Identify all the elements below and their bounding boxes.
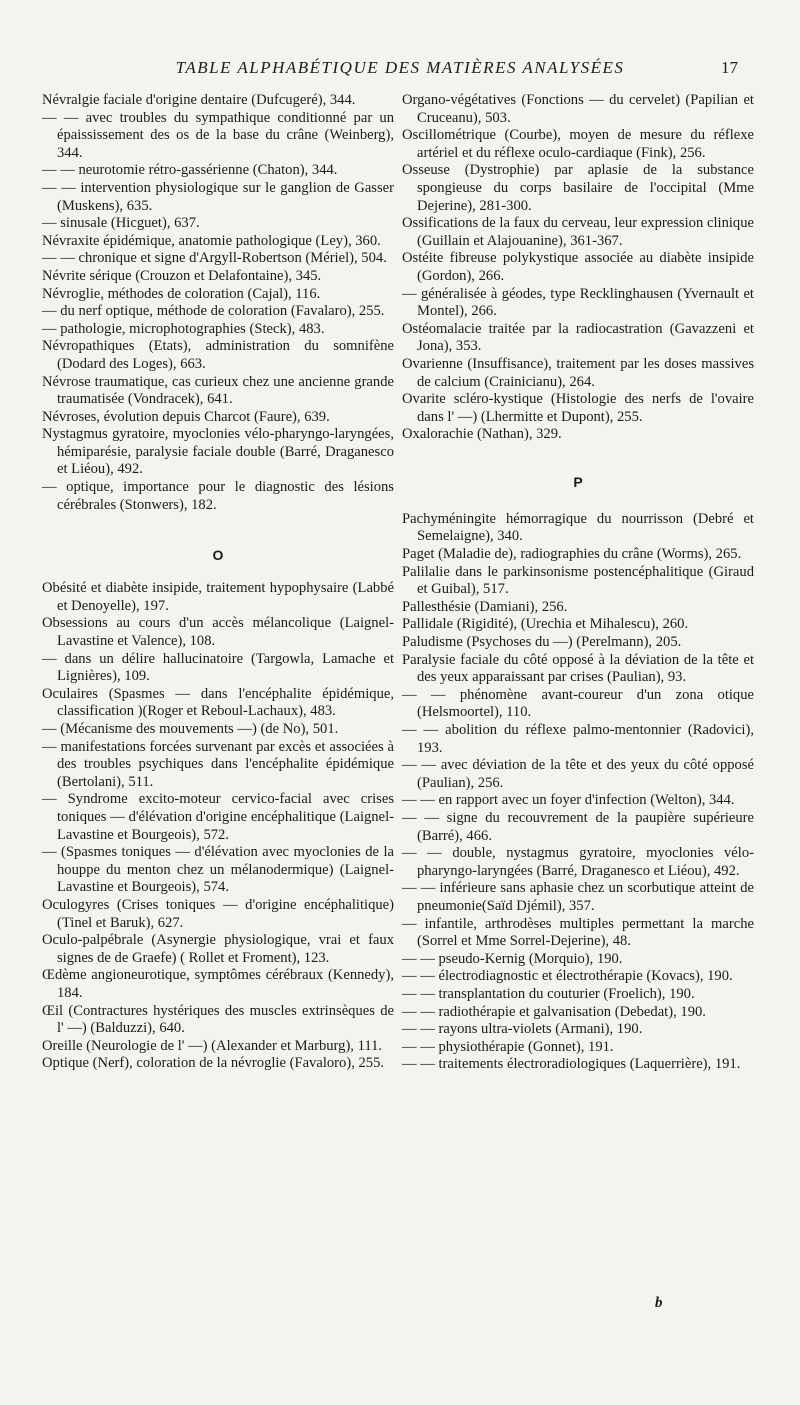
index-entry: — — avec déviation de la tête et des yeux du côté opposé (Paulian), 256.	[402, 757, 754, 791]
index-entry: — — abolition du réflexe palmo-mentonnier (Radovici), 193.	[402, 722, 754, 756]
left-column	[42, 92, 394, 1073]
index-entry: Névrite sérique (Crouzon et Delafontaine), 345.	[42, 267, 322, 284]
index-entry: — — transplantation du couturier (Froelich), 190.	[402, 985, 695, 1002]
index-entry: Névrose traumatique, cas curieux chez une ancienne grande traumatisée (Vondracek), 641.	[42, 373, 394, 408]
index-entry: Ossifications de la faux du cerveau, leur expression clinique (Guillain et Alajouanine), 361-367.	[402, 215, 754, 249]
index-entry: Ovarienne (Insuffisance), traitement par les doses massives de calcium (Crainicianu), 264.	[402, 355, 754, 390]
index-entry: Œdème angioneurotique, symptômes cérébraux (Kennedy), 184.	[42, 967, 394, 1001]
index-entry: Obésité et diabète insipide, traitement hypophysaire (Labbé et Denoyelle), 197.	[42, 580, 394, 614]
index-entry: — sinusale (Hicguet), 637.	[42, 215, 200, 232]
right-column	[402, 92, 754, 1074]
index-entry: — optique, importance pour le diagnostic des lésions cérébrales (Stonwers), 182.	[42, 479, 394, 513]
index-entry: Optique (Nerf), coloration de la névroglie (Favaloro), 255.	[42, 1055, 385, 1072]
index-entry: Paludisme (Psychoses du —) (Perelmann), 205.	[402, 634, 682, 651]
section-letter-p: P	[573, 473, 583, 490]
index-entry: Ovarite scléro-kystique (Histologie des nerfs de l'ovaire dans l' —) (Lhermitte et Dupont), 255.	[402, 391, 754, 425]
right-entries-p	[402, 511, 754, 1074]
index-entry: Oreille (Neurologie de l' —) (Alexander et Marburg), 111.	[42, 1037, 383, 1054]
index-entry: — — physiothérapie (Gonnet), 191.	[402, 1038, 614, 1055]
index-entry: — — double, nystagmus gyratoire, myoclonies vélo-pharyngo-laryngées (Barré, Draganesco et Liéou), 492.	[402, 845, 754, 879]
index-entry: Œil (Contractures hystériques des muscles extrinsèques de l' —) (Balduzzi), 640.	[42, 1002, 394, 1037]
index-entry: — généralisée à géodes, type Recklinghausen (Yvernault et Montel), 266.	[402, 285, 754, 320]
index-entry: — Syndrome excito-moteur cervico-facial avec crises toniques — d'élévation d'origine encéphalitique (Laignel-Lavastine et Bourgeois), 572.	[42, 791, 394, 843]
index-entry: — — intervention physiologique sur le ganglion de Gasser (Muskens), 635.	[42, 179, 394, 214]
signature-mark: b	[655, 1295, 663, 1311]
index-entry: — — phénomène avant-coureur d'un zona otique (Helsmoortel), 110.	[402, 686, 754, 721]
index-entry: Ostéomalacie traitée par la radiocastration (Gavazzeni et Jona), 353.	[402, 320, 754, 355]
index-entry: Nystagmus gyratoire, myoclonies vélo-pharyngo-laryngées, hémiparésie, paralysie faciale double (Barré, Draganesco et Liéou), 492.	[42, 426, 394, 478]
index-entry: Névropathiques (Etats), administration du somnifène (Dodard des Loges), 663.	[42, 338, 394, 372]
index-entry: — — neurotomie rétro-gassérienne (Chaton), 344.	[42, 162, 338, 179]
index-entry: — (Mécanisme des mouvements —) (de No), 501.	[42, 721, 339, 737]
index-entry: — manifestations forcées survenant par excès et associées à des troubles psychiques dans l'encéphalite épidémique (Bertolani), 511.	[42, 738, 394, 790]
index-entry: — — radiothérapie et galvanisation (Debedat), 190.	[402, 1003, 706, 1020]
index-entry: Pachyméningite hémorragique du nourrisson (Debré et Semelaigne), 340.	[402, 510, 754, 545]
index-entry: Oculo-palpébrale (Asynergie physiologique, vrai et faux signes de de Graefe) ( Rollet et Froment), 123.	[42, 932, 394, 966]
index-entry: — — avec troubles du sympathique conditionné par un épaississement des os de la base du crâne (Weinberg), 344.	[42, 109, 394, 161]
section-letter-o: O	[212, 547, 224, 564]
index-entry: — dans un délire hallucinatoire (Targowla, Lamache et Lignières), 109.	[42, 650, 394, 685]
index-entry: — — pseudo-Kernig (Morquio), 190.	[402, 950, 623, 967]
index-entry: — (Spasmes toniques — d'élévation avec myoclonies de la houppe du menton chez un mélanodermique) (Laignel-Lavastine et Bourgeois), 574.	[42, 844, 394, 896]
index-entry: — du nerf optique, méthode de coloration (Favalaro), 255.	[42, 303, 385, 320]
page-number: 17	[721, 58, 738, 77]
running-head	[0, 58, 800, 82]
index-entry: Organo-végétatives (Fonctions — du cervelet) (Papilian et Cruceanu), 503.	[402, 92, 754, 126]
index-entry: Névroglie, méthodes de coloration (Cajal), 116.	[42, 285, 321, 302]
index-entry: Osseuse (Dystrophie) par aplasie de la substance spongieuse du corps basilaire de l'occipital (Mme Dejerine), 281-300.	[402, 162, 754, 214]
left-entries-o	[42, 580, 394, 1073]
index-entry: Obsessions au cours d'un accès mélancolique (Laignel-Lavastine et Valence), 108.	[42, 615, 394, 650]
index-entry: — — électrodiagnostic et électrothérapie (Kovacs), 190.	[402, 968, 733, 985]
index-entry: — pathologie, microphotographies (Steck), 483.	[42, 320, 325, 337]
index-entry: — — en rapport avec un foyer d'infection (Welton), 344.	[402, 792, 735, 809]
index-entry: Oscillométrique (Courbe), moyen de mesure du réflexe artériel et du réflexe oculo-cardiaque (Fink), 256.	[402, 127, 754, 161]
index-entry: Pallesthésie (Damiani), 256.	[402, 598, 568, 615]
index-entry: Ostéite fibreuse polykystique associée au diabète insipide (Gordon), 266.	[402, 250, 754, 284]
index-entry: — — traitements électroradiologiques (Laquerrière), 191.	[402, 1056, 741, 1073]
index-entry: Palilalie dans le parkinsonisme postencéphalitique (Giraud et Guibal), 517.	[402, 563, 754, 598]
index-entry: Pallidale (Rigidité), (Urechia et Mihalescu), 260.	[402, 616, 689, 633]
index-entry: Névralgie faciale d'origine dentaire (Dufcugeré), 344.	[42, 92, 356, 108]
right-entries-o	[402, 92, 754, 444]
index-entry: — — inférieure sans aphasie chez un scorbutique atteint de pneumonie(Saïd Djémil), 357.	[402, 880, 754, 914]
index-entry: — infantile, arthrodèses multiples permettant la marche (Sorrel et Mme Sorrel-Dejerine), 48.	[402, 915, 754, 950]
index-entry: Oculogyres (Crises toniques — d'origine encéphalitique) (Tinel et Baruk), 627.	[42, 896, 394, 931]
page-title: TABLE ALPHABÉTIQUE DES MATIÈRES ANALYSÉES	[175, 58, 625, 77]
index-entry: Paralysie faciale du côté opposé à la déviation de la tête et des yeux apparaissant par crises (Paulian), 93.	[402, 651, 754, 686]
left-entries-n	[42, 92, 394, 514]
index-entry: Paget (Maladie de), radiographies du crâne (Worms), 265.	[402, 546, 742, 563]
index-entry: — — signe du recouvrement de la paupière supérieure (Barré), 466.	[402, 809, 754, 844]
index-entry: Névroses, évolution depuis Charcot (Faure), 639.	[42, 408, 330, 425]
index-entry: — — chronique et signe d'Argyll-Robertson (Mériel), 504.	[42, 250, 387, 267]
index-entry: — — rayons ultra-violets (Armani), 190.	[402, 1021, 643, 1038]
index-entry: Oxalorachie (Nathan), 329.	[402, 426, 562, 443]
index-entry: Névraxite épidémique, anatomie pathologique (Ley), 360.	[42, 232, 381, 249]
index-entry: Oculaires (Spasmes — dans l'encéphalite épidémique, classification )(Roger et Reboul-Lachaux), 483.	[42, 685, 394, 720]
